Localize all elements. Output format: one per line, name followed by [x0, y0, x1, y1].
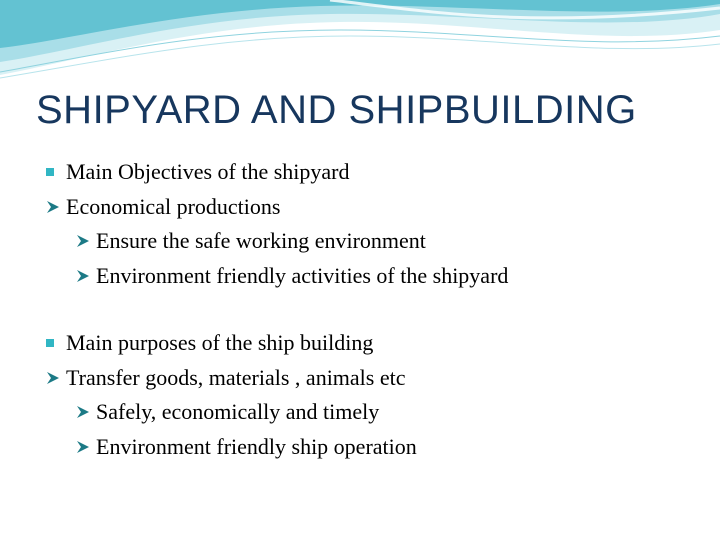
bullet-list: [46, 155, 706, 464]
bullet-item: [46, 395, 706, 430]
bullet-spacer: [46, 293, 706, 326]
bullet-item: [46, 155, 706, 190]
bullet-item: [46, 259, 706, 294]
bullet-text: Economical productions: [66, 193, 281, 219]
bullet-item: [46, 224, 706, 259]
arrow-bullet-icon: [46, 371, 66, 385]
bullet-text: Environment friendly ship operation: [96, 433, 417, 459]
arrow-bullet-icon: [76, 405, 96, 419]
bullet-text: Main purposes of the ship building: [66, 330, 374, 356]
arrow-bullet-icon: [46, 200, 66, 214]
bullet-text: Main Objectives of the shipyard: [66, 159, 350, 185]
header-wave-decoration: [0, 0, 720, 90]
bullet-text: Transfer goods, materials , animals etc: [66, 364, 406, 390]
square-bullet-icon: [46, 339, 66, 347]
bullet-text: Ensure the safe working environment: [96, 228, 426, 254]
bullet-item: [46, 190, 706, 225]
square-bullet-icon: [46, 168, 66, 176]
bullet-item: [46, 326, 706, 361]
bullet-item: [46, 430, 706, 465]
bullet-item: [46, 361, 706, 396]
arrow-bullet-icon: [76, 269, 96, 283]
bullet-text: Safely, economically and timely: [96, 399, 380, 425]
bullet-text: Environment friendly activities of the shipyard: [96, 262, 509, 288]
arrow-bullet-icon: [76, 234, 96, 248]
arrow-bullet-icon: [76, 440, 96, 454]
slide-title: SHIPYARD AND SHIPBUILDING: [36, 88, 637, 132]
